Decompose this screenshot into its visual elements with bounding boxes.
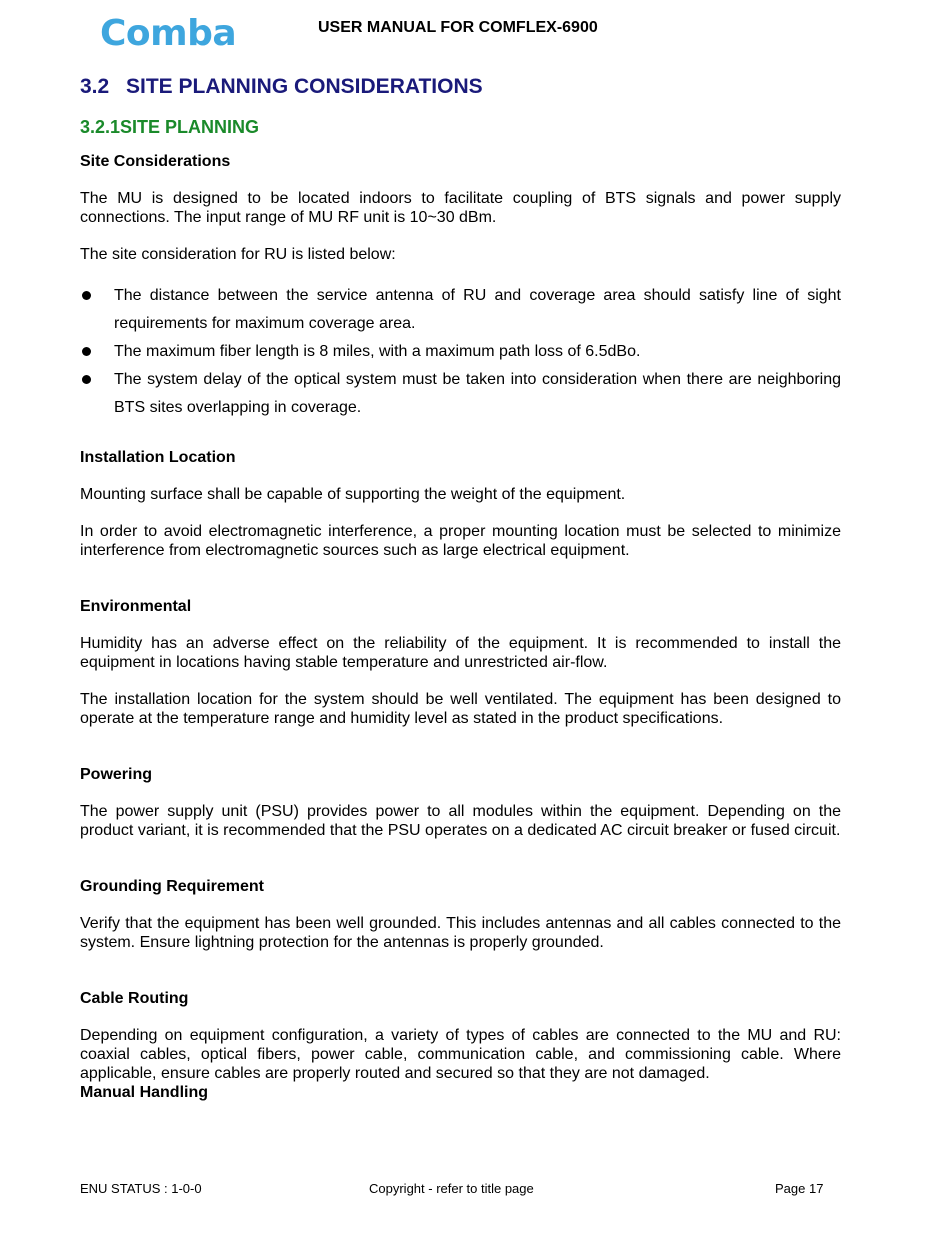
installation-location-heading: Installation Location — [80, 449, 236, 466]
footer-status: ENU STATUS : 1-0-0 — [80, 1181, 202, 1196]
site-considerations-heading: Site Considerations — [80, 153, 231, 170]
installation-location-para-2: In order to avoid electromagnetic interference, a proper mounting location must be selected to minimize interference from electromagnetic sources such as large electrical equipment. — [80, 523, 841, 559]
list-item — [80, 338, 841, 366]
subsection-title: SITE PLANNING — [120, 117, 260, 137]
bullet-icon — [82, 347, 91, 356]
environmental-heading: Environmental — [80, 598, 192, 615]
grounding-heading: Grounding Requirement — [80, 878, 264, 895]
cable-routing-para-1: Depending on equipment configuration, a variety of types of cables are connected to the MU and RU: coaxial cables, optical fibers, power cable, communication cable, and commissioning cable. Where applicable, ensure cables are properly routed and secured so that they are not damaged. — [80, 1027, 841, 1082]
list-item-text: The system delay of the optical system must be taken into consideration when there are neighboring BTS sites overlapping in coverage. — [114, 371, 841, 416]
subsection-heading — [80, 114, 841, 140]
bullet-icon — [82, 375, 91, 384]
list-item — [80, 282, 841, 338]
subsection-number: 3.2.1 — [80, 117, 121, 137]
page-content — [80, 72, 841, 1120]
powering-heading: Powering — [80, 766, 153, 783]
list-item-text: The distance between the service antenna of RU and coverage area should satisfy line of sight requirements for maximum coverage area. — [114, 287, 841, 332]
grounding-para-1: Verify that the equipment has been well grounded. This includes antennas and all cables connected to the system. Ensure lightning protection for the antennas is properly grounded. — [80, 915, 841, 951]
installation-location-para-1: Mounting surface shall be capable of supporting the weight of the equipment. — [80, 486, 626, 503]
site-considerations-para-2: The site consideration for RU is listed below: — [80, 246, 396, 263]
powering-para-1: The power supply unit (PSU) provides power to all modules within the equipment. Depending on the product variant, it is recommended that the PSU operates on a dedicated AC circuit breaker or fused circuit. — [80, 803, 841, 839]
bullet-icon — [82, 291, 91, 300]
footer-page-number: Page 17 — [775, 1181, 824, 1196]
list-item — [80, 366, 841, 422]
manual-handling-heading: Manual Handling — [80, 1084, 208, 1101]
cable-routing-heading: Cable Routing — [80, 990, 189, 1007]
site-considerations-list — [80, 282, 841, 422]
header-title: USER MANUAL FOR COMFLEX-6900 — [318, 19, 598, 36]
section-number: 3.2 — [80, 75, 110, 98]
company-logo: Comba — [100, 13, 237, 54]
environmental-para-1: Humidity has an adverse effect on the reliability of the equipment. It is recommended to install the equipment in locations having stable temperature and unrestricted air-flow. — [80, 635, 841, 671]
section-title: SITE PLANNING CONSIDERATIONS — [126, 75, 483, 98]
environmental-para-2: The installation location for the system should be well ventilated. The equipment has been designed to operate at the temperature range and humidity level as stated in the product specifications. — [80, 691, 841, 727]
section-heading — [80, 72, 841, 102]
list-item-text: The maximum fiber length is 8 miles, with a maximum path loss of 6.5dBo. — [114, 343, 641, 360]
footer-copyright: Copyright - refer to title page — [369, 1181, 534, 1196]
site-considerations-para-1: The MU is designed to be located indoors to facilitate coupling of BTS signals and power supply connections. The input range of MU RF unit is 10~30 dBm. — [80, 190, 841, 226]
